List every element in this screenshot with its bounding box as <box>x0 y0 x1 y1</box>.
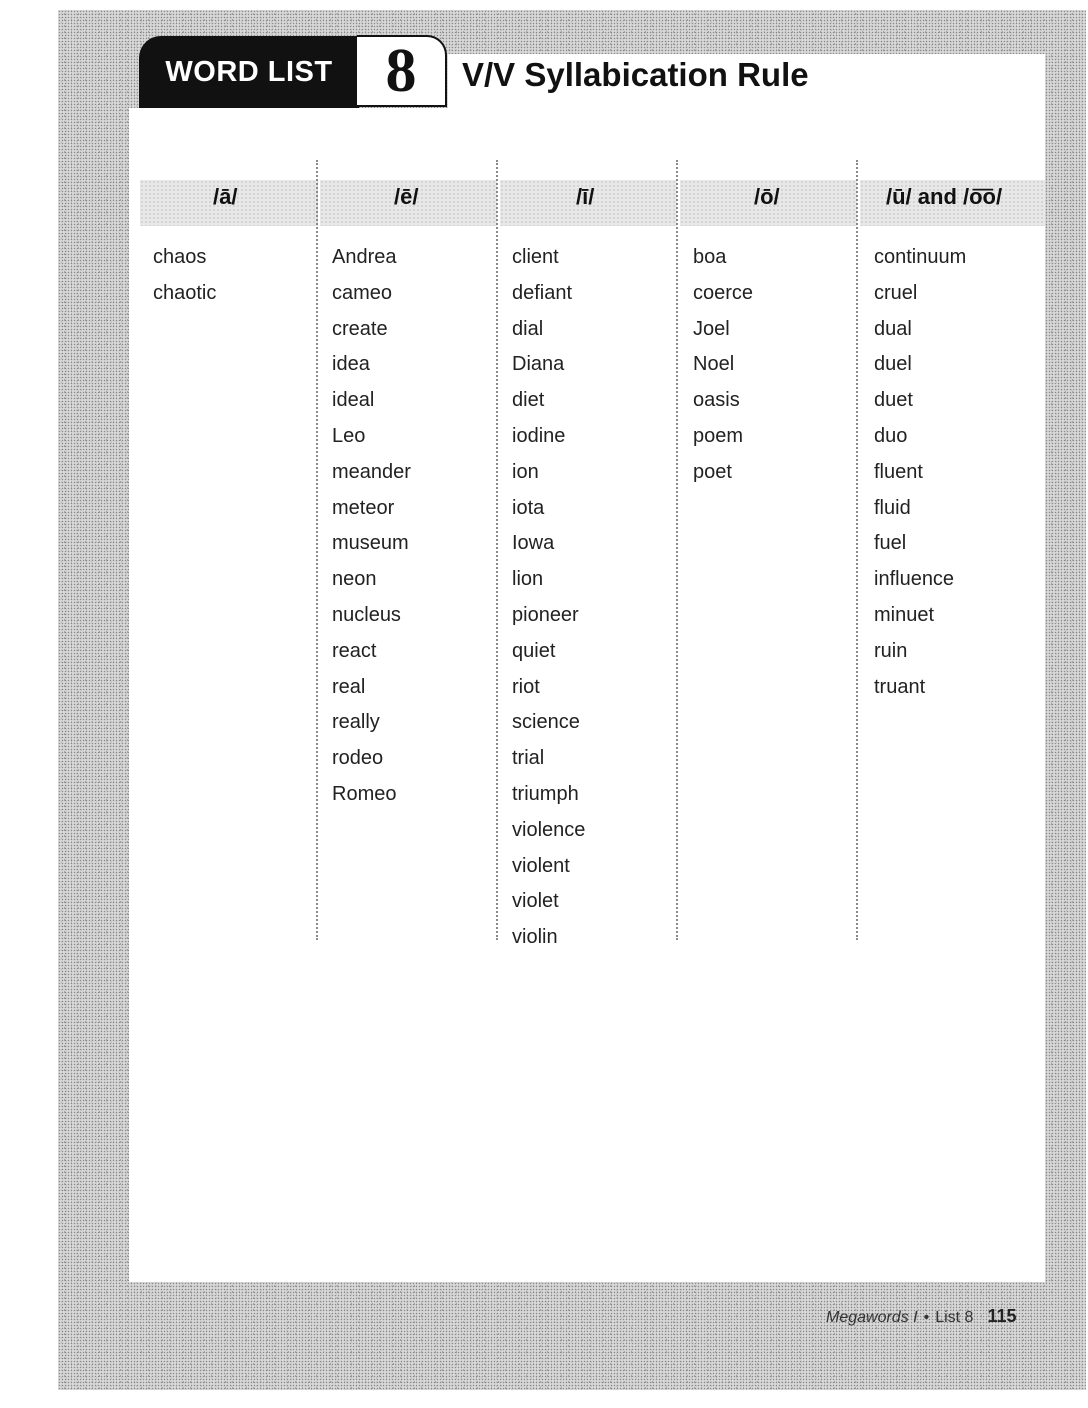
list-item: Noel <box>693 353 735 376</box>
list-item: Joel <box>693 317 730 340</box>
list-item: boa <box>693 246 727 268</box>
list-item: lion <box>512 568 544 591</box>
column-heading-box <box>680 180 857 226</box>
list-item: duet <box>874 389 913 412</box>
column-heading: /ā/ <box>213 184 238 209</box>
column-heading-box <box>500 180 677 226</box>
list-item: duo <box>874 424 908 447</box>
list-item: quiet <box>512 639 556 662</box>
list-item: riot <box>512 675 540 698</box>
word-list <box>512 240 585 956</box>
page-footer <box>826 1306 1017 1327</box>
footer-separator: • <box>923 1309 930 1326</box>
list-item: idea <box>332 353 370 376</box>
column-e <box>320 160 497 960</box>
list-item: iodine <box>512 424 566 447</box>
list-item: cruel <box>874 281 918 304</box>
list-item: react <box>332 639 377 662</box>
word-list <box>874 240 966 705</box>
column-heading: /ō/ <box>754 184 780 209</box>
list-item: pioneer <box>512 603 579 626</box>
list-item: trial <box>512 747 545 770</box>
list-item: poem <box>693 424 744 447</box>
column-heading: /ū/ and /o͞o/ <box>886 184 1003 209</box>
list-item: science <box>512 711 580 734</box>
list-item: create <box>332 317 388 340</box>
list-item: poet <box>693 460 732 483</box>
page-number: 115 <box>987 1306 1017 1326</box>
list-item: duel <box>874 353 912 376</box>
list-item: fuel <box>874 532 907 555</box>
list-item: violent <box>512 854 570 877</box>
list-item: iota <box>512 496 545 519</box>
list-item: truant <box>874 675 926 698</box>
column-a <box>140 160 318 960</box>
column-heading-box <box>320 180 497 226</box>
list-item: influence <box>874 568 955 591</box>
list-item: client <box>512 246 559 268</box>
list-item: minuet <box>874 603 935 626</box>
word-list <box>153 240 216 312</box>
list-item: chaotic <box>153 281 217 304</box>
list-item: Diana <box>512 353 565 376</box>
column-divider <box>676 160 678 940</box>
column-o <box>680 160 857 960</box>
list-item: Leo <box>332 424 366 447</box>
list-item: coerce <box>693 281 754 304</box>
list-item: dial <box>512 317 544 340</box>
word-list <box>332 240 411 813</box>
list-item: oasis <box>693 389 740 412</box>
list-item: chaos <box>153 246 207 268</box>
word-list <box>693 240 753 491</box>
word-list-label: WORD LIST <box>139 36 359 108</box>
list-item: museum <box>332 532 409 555</box>
list-item: Iowa <box>512 532 555 555</box>
column-u <box>860 160 1045 960</box>
column-heading-box <box>860 180 1045 226</box>
list-item: ruin <box>874 639 908 662</box>
column-i <box>500 160 677 960</box>
list-item: neon <box>332 568 377 591</box>
column-divider <box>316 160 318 940</box>
list-item: continuum <box>874 246 967 268</box>
list-item: Andrea <box>332 246 397 268</box>
list-item: triumph <box>512 782 579 805</box>
list-item: violin <box>512 926 558 949</box>
list-reference: List 8 <box>935 1309 974 1326</box>
list-item: fluid <box>874 496 911 519</box>
list-item: cameo <box>332 281 393 304</box>
column-divider <box>856 160 858 940</box>
column-divider <box>496 160 498 940</box>
list-item: meander <box>332 460 411 483</box>
list-item: defiant <box>512 281 573 304</box>
list-item: really <box>332 711 380 734</box>
list-item: ion <box>512 460 539 483</box>
list-item: real <box>332 675 366 698</box>
list-item: fluent <box>874 460 923 483</box>
book-title: Megawords I <box>826 1309 918 1326</box>
list-item: rodeo <box>332 747 384 770</box>
list-number: 8 <box>357 35 447 107</box>
column-heading: /ē/ <box>394 184 419 209</box>
list-item: nucleus <box>332 603 401 626</box>
list-item: dual <box>874 317 912 340</box>
list-item: diet <box>512 389 545 412</box>
column-heading: /ī/ <box>576 184 595 209</box>
list-item: meteor <box>332 496 395 519</box>
page-title: V/V Syllabication Rule <box>462 56 809 93</box>
column-heading-box <box>140 180 318 226</box>
list-item: violet <box>512 890 559 913</box>
list-item: violence <box>512 818 586 841</box>
list-item: ideal <box>332 389 375 412</box>
list-item: Romeo <box>332 782 397 805</box>
